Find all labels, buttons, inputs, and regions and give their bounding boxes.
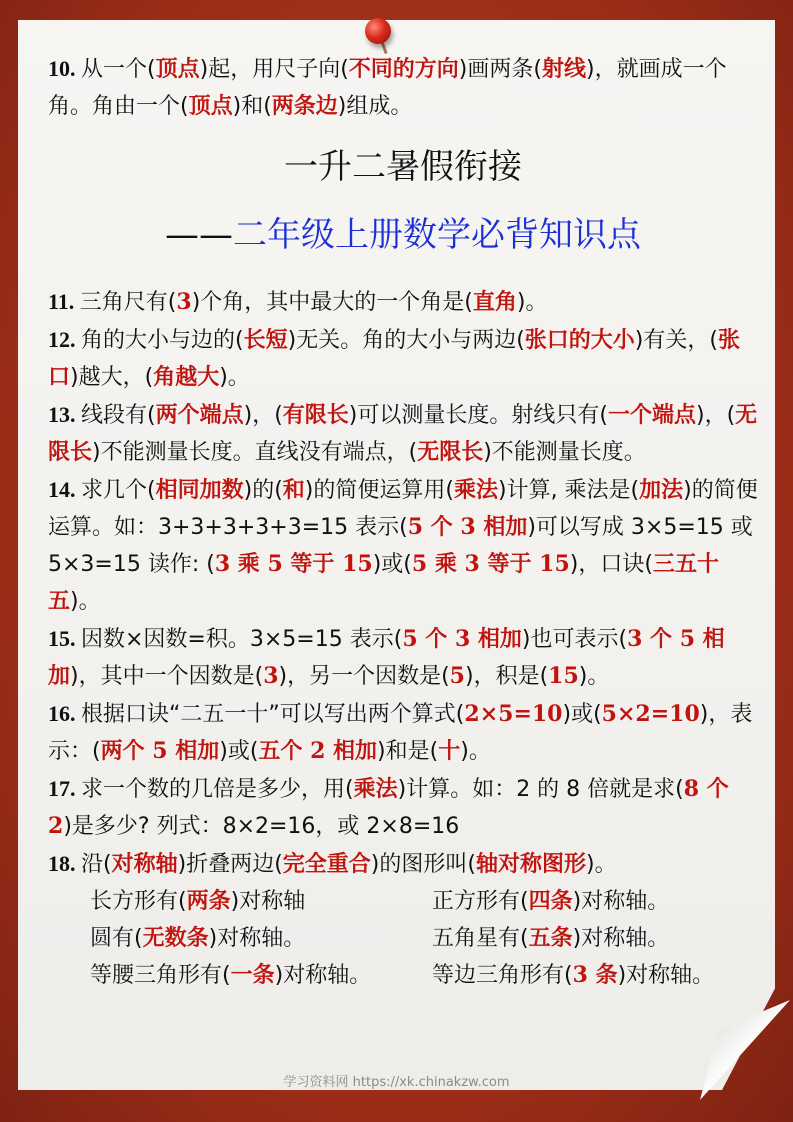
pushpin-icon	[365, 18, 391, 44]
item-11	[48, 283, 758, 321]
item-text: )，就画成一个角。角由一个(	[48, 57, 727, 119]
item-text: 因数×因数=积。3×5=15 表示(	[81, 627, 403, 652]
answer-text: 加法	[639, 477, 684, 503]
item-text: )和是(	[377, 739, 439, 764]
answer-text: 3	[263, 663, 279, 689]
item-text: )对称轴。	[572, 889, 670, 914]
symmetry-cell	[90, 920, 432, 957]
answer-text: 乘法	[353, 776, 398, 802]
item-text: )计算。如：2 的 8 倍就是求(	[397, 777, 684, 802]
answer-text: 5 个 3 相加	[402, 626, 522, 652]
item-text: 线段有(	[81, 403, 156, 428]
item-text: 等腰三角形有(	[90, 963, 231, 988]
item-14	[48, 471, 758, 620]
item-text: )计算, 乘法是(	[497, 478, 640, 503]
answer-text: 5	[449, 663, 465, 689]
item-text: )不能测量长度。	[483, 440, 646, 465]
answer-text: 无限长	[48, 402, 758, 465]
answer-text: 完全重合	[282, 851, 371, 877]
answer-text: 长短	[243, 327, 288, 353]
answer-text: 两条	[186, 888, 231, 914]
answer-text: 对称轴	[111, 851, 178, 877]
item-text: )，表示：(	[48, 702, 753, 764]
footer-watermark: 学习资料网 https://xk.chinakzw.com	[283, 1075, 510, 1090]
answer-text: 一条	[230, 962, 275, 988]
answer-text: 射线	[541, 56, 586, 82]
symmetry-cell	[90, 957, 432, 994]
item-text: )可以测量长度。射线只有(	[348, 403, 608, 428]
item-text: )对称轴。	[572, 926, 670, 951]
item-text: 角的大小与边的(	[81, 328, 244, 353]
item-text: )个角，其中最大的一个角是(	[191, 290, 473, 315]
page-title: 一升二暑假衔接	[284, 147, 522, 187]
answer-text: 五条	[528, 925, 573, 951]
answer-text: 两个端点	[155, 402, 244, 428]
item-number: 13.	[48, 402, 81, 427]
item-number: 15.	[48, 626, 81, 651]
item-text: )越大，(	[70, 365, 154, 390]
item-text: 等边三角形有(	[432, 963, 573, 988]
answer-text: 乘法	[453, 477, 498, 503]
answer-text: 3	[176, 289, 192, 315]
answer-text: 5 乘 3 等于 15	[411, 551, 570, 577]
item-text: )的图形叫(	[370, 852, 476, 877]
answer-text: 顶点	[155, 56, 200, 82]
answer-text: 2×5=10	[464, 701, 563, 727]
answer-text: 5 个 3 相加	[407, 514, 528, 540]
item-text: )的简便运算。如：3+3+3+3+3=15 表示(	[48, 478, 758, 540]
item-number: 10.	[48, 56, 81, 81]
item-text: )。	[578, 664, 610, 689]
item-number: 17.	[48, 776, 81, 801]
symmetry-cell	[432, 920, 669, 957]
item-text: )，积是(	[464, 664, 549, 689]
item-text: )，(	[243, 403, 283, 428]
item-text: )，其中一个因数是(	[70, 664, 264, 689]
answer-text: 一个端点	[607, 402, 696, 428]
symmetry-cell	[432, 883, 669, 920]
item-text: )对称轴。	[617, 963, 715, 988]
answer-text: 张口的大小	[524, 327, 635, 353]
item-text: 从一个(	[81, 57, 156, 82]
answer-text: 有限长	[282, 402, 349, 428]
answer-text: 十	[438, 738, 461, 764]
item-text: 沿(	[81, 852, 112, 877]
answer-text: 四条	[528, 888, 573, 914]
item-text: )或(	[562, 702, 602, 727]
symmetry-list	[48, 883, 758, 994]
item-text: )和(	[232, 94, 272, 119]
answer-text: 三五十五	[48, 551, 719, 614]
item-text: )可以写成 3×5=15 或 5×3=15 读作: (	[48, 515, 753, 577]
symmetry-cell	[90, 883, 432, 920]
item-text: )也可表示(	[521, 627, 628, 652]
item-text: )对称轴。	[208, 926, 306, 951]
answer-text: 无数条	[142, 925, 209, 951]
item-number: 11.	[48, 289, 80, 314]
document-content	[48, 50, 758, 994]
item-text: )的(	[243, 478, 283, 503]
item-text: )。	[70, 589, 101, 614]
item-text: 五角星有(	[432, 926, 529, 951]
item-text: )的简便运算用(	[304, 478, 454, 503]
item-text: 求几个(	[81, 478, 156, 503]
item-number: 18.	[48, 851, 81, 876]
item-text: )有关，(	[634, 328, 718, 353]
answer-text: 5×2=10	[601, 701, 700, 727]
answer-text: 无限长	[417, 439, 484, 465]
answer-text: 两个 5 相加	[100, 738, 220, 764]
subtitle-text: 二年级上册数学必背知识点	[233, 215, 641, 255]
answer-text: 15	[548, 663, 579, 689]
answer-text: 直角	[472, 289, 517, 315]
item-text: )对称轴	[230, 889, 306, 914]
subtitle-dash: ——	[165, 215, 233, 255]
answer-text: 五个 2 相加	[258, 738, 378, 764]
answer-text: 3 乘 5 等于 15	[214, 551, 373, 577]
item-text: )。	[585, 852, 617, 877]
item-text: )折叠两边(	[177, 852, 283, 877]
item-number: 14.	[48, 477, 81, 502]
item-text: )起，用尺子向(	[199, 57, 349, 82]
item-text: )无关。角的大小与两边(	[287, 328, 525, 353]
item-number: 16.	[48, 701, 81, 726]
item-17	[48, 770, 758, 845]
symmetry-row	[48, 920, 758, 957]
item-text: )组成。	[337, 94, 413, 119]
item-text: 三角尺有(	[79, 290, 177, 315]
answer-text: 3 条	[572, 962, 618, 988]
answer-text: 3 个 5 相加	[48, 626, 725, 689]
item-text: )，口诀(	[569, 552, 653, 577]
answer-text: 相同加数	[155, 477, 244, 503]
item-text: )或(	[219, 739, 259, 764]
answer-text: 两条边	[271, 93, 338, 119]
item-18	[48, 845, 758, 883]
answer-text: 顶点	[188, 93, 233, 119]
item-text: )，另一个因数是(	[278, 664, 450, 689]
answer-text: 轴对称图形	[475, 851, 586, 877]
symmetry-row	[48, 883, 758, 920]
symmetry-cell	[432, 957, 714, 994]
item-text: 圆有(	[90, 926, 143, 951]
item-text: 根据口诀“二五一十”可以写出两个算式(	[81, 702, 465, 727]
item-text: )画两条(	[458, 57, 542, 82]
item-number: 12.	[48, 327, 81, 352]
answer-text: 和	[282, 477, 305, 503]
item-text: )对称轴。	[274, 963, 372, 988]
item-text: )不能测量长度。直线没有端点，(	[92, 440, 418, 465]
item-10	[48, 50, 758, 125]
item-text: )。	[460, 739, 491, 764]
item-text: )。	[219, 365, 250, 390]
item-12	[48, 321, 758, 396]
symmetry-row	[48, 957, 758, 994]
item-15	[48, 620, 758, 695]
item-16	[48, 695, 758, 770]
answer-text: 张口	[48, 327, 740, 390]
item-text: 正方形有(	[432, 889, 529, 914]
answer-text: 角越大	[153, 364, 220, 390]
item-text: )是多少? 列式：8×2=16，或 2×8=16	[63, 814, 460, 839]
item-text: )或(	[372, 552, 412, 577]
item-text: 求一个数的几倍是多少，用(	[81, 777, 354, 802]
answer-text: 不同的方向	[348, 56, 459, 82]
answer-text: 8 个 2	[48, 776, 729, 839]
item-text: )，(	[695, 403, 736, 428]
item-text: )。	[516, 290, 548, 315]
item-13	[48, 396, 758, 471]
page-subtitle	[48, 211, 758, 259]
item-text: 长方形有(	[90, 889, 187, 914]
